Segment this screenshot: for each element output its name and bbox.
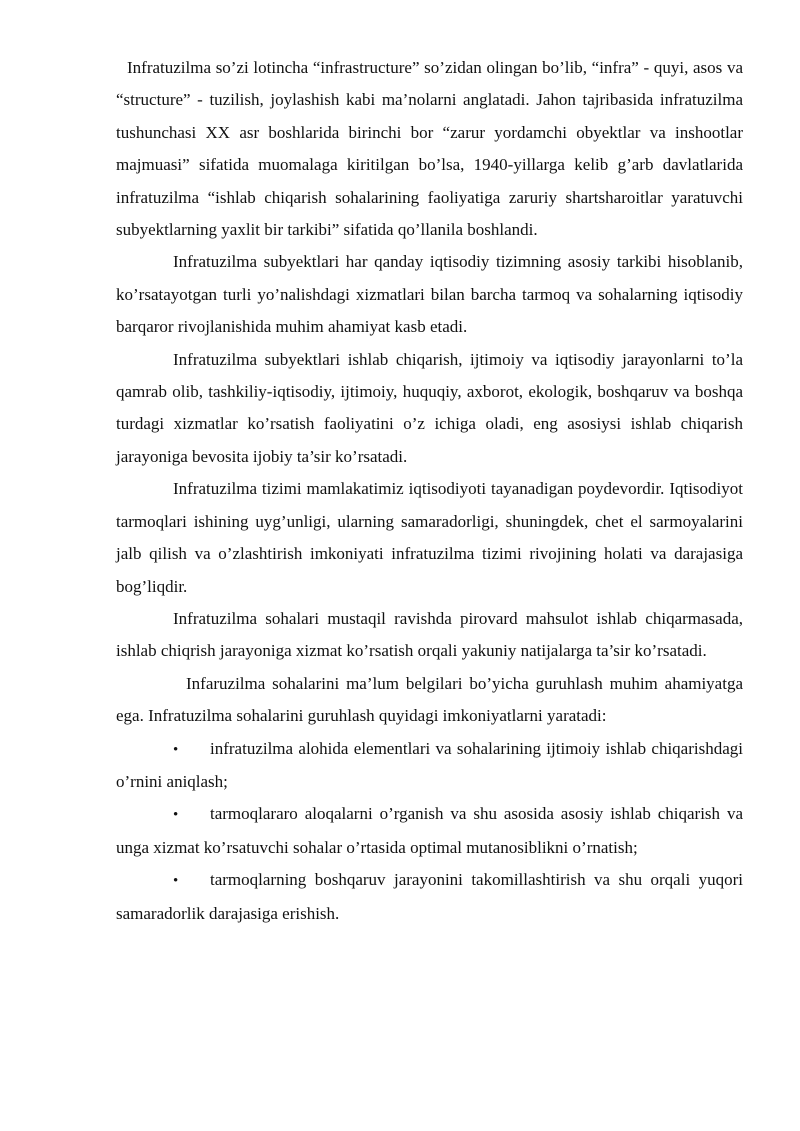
document-page (116, 52, 743, 930)
paragraph-infrastructure-foundation: Infratuzilma tizimi mamlakatimiz iqtisodiyoti tayanadigan poydevordir. Iqtisodiyot tarmoqlari ishining uyg’unligi, ularning samaradorligi, shuningdek, chet el sarmoyalarini jalb qilish va o’zlashtirish imkoniyati infratuzilma tizimi rivojining holati va darajasiga bog’liqdir. (116, 479, 743, 596)
list-item (116, 733, 743, 799)
paragraph-infrastructure-sectors: Infratuzilma sohalari mustaqil ravishda pirovard mahsulot ishlab chiqarmasada, ishlab chiqrish jarayoniga xizmat ko’rsatish orqali yakuniy natijalarga ta’sir ko’rsatadi. (116, 608, 743, 661)
list-item-text: tarmoqlararo aloqalarni o’rganish va shu asosida asosiy ishlab chiqarish va unga xizmat ko’rsatuvchi sohalar o’rtasida optimal mutanosiblikni o’rnatish; (116, 804, 743, 857)
list-item (116, 798, 743, 864)
paragraph-infrastructure-grouping: Infaruzilma sohalarini ma’lum belgilari bo’yicha guruhlash muhim ahamiyatga ega. Infratuzilma sohalarini guruhlash quyidagi imkoniyatlarni yaratadi: (116, 673, 743, 726)
paragraph-infrastructure-definition: Infratuzilma so’zi lotincha “infrastructure” so’zidan olingan bo’lib, “infra” - quyi, asos va “structure” - tuzilish, joylashish kabi ma’nolarni anglatadi. Jahon tajribasida infratuzilma tushunchasi XX asr boshlarida birinchi bor “zarur yordamchi obyektlar va inshootlar majmuasi” sifatida muomalaga kiritilgan bo’lsa, 1940-yillarga kelib g’arb davlatlarida infratuzilma “ishlab chiqarish sohalarining faoliyatiga zaruriy shartsharoitlar yaratuvchi subyektlarning yaxlit bir tarkibi” sifatida qo’llanila boshlandi. (116, 58, 743, 240)
list-item-text: infratuzilma alohida elementlari va sohalarining ijtimoiy ishlab chiqarishdagi o’rnini aniqlash; (116, 738, 743, 791)
list-item-text: tarmoqlarning boshqaruv jarayonini takomillashtirish va shu orqali yuqori samaradorlik darajasiga erishish. (116, 870, 743, 923)
bullet-icon: • (173, 741, 179, 758)
bullet-icon: • (173, 873, 179, 890)
paragraph-infrastructure-subjects: Infratuzilma subyektlari har qanday iqtisodiy tizimning asosiy tarkibi hisoblanib, ko’rsatayotgan turli yo’nalishdagi xizmatlari bilan barcha tarmoq va sohalarning iqtisodiy barqaror rivojlanishida muhim ahamiyat kasb etadi. (116, 252, 743, 337)
paragraph-infrastructure-services: Infratuzilma subyektlari ishlab chiqarish, ijtimoiy va iqtisodiy jarayonlarni to’la qamrab olib, tashkiliy-iqtisodiy, ijtimoiy, huquqiy, axborot, ekologik, boshqaruv va boshqa turdagi xizmatlar ko’rsatish faoliyatini o’z ichiga oladi, eng asosiysi ishlab chiqarish jarayoniga bevosita ijobiy ta’sir ko’rsatadi. (116, 349, 743, 466)
list-item (116, 864, 743, 930)
bullet-icon: • (173, 807, 179, 824)
